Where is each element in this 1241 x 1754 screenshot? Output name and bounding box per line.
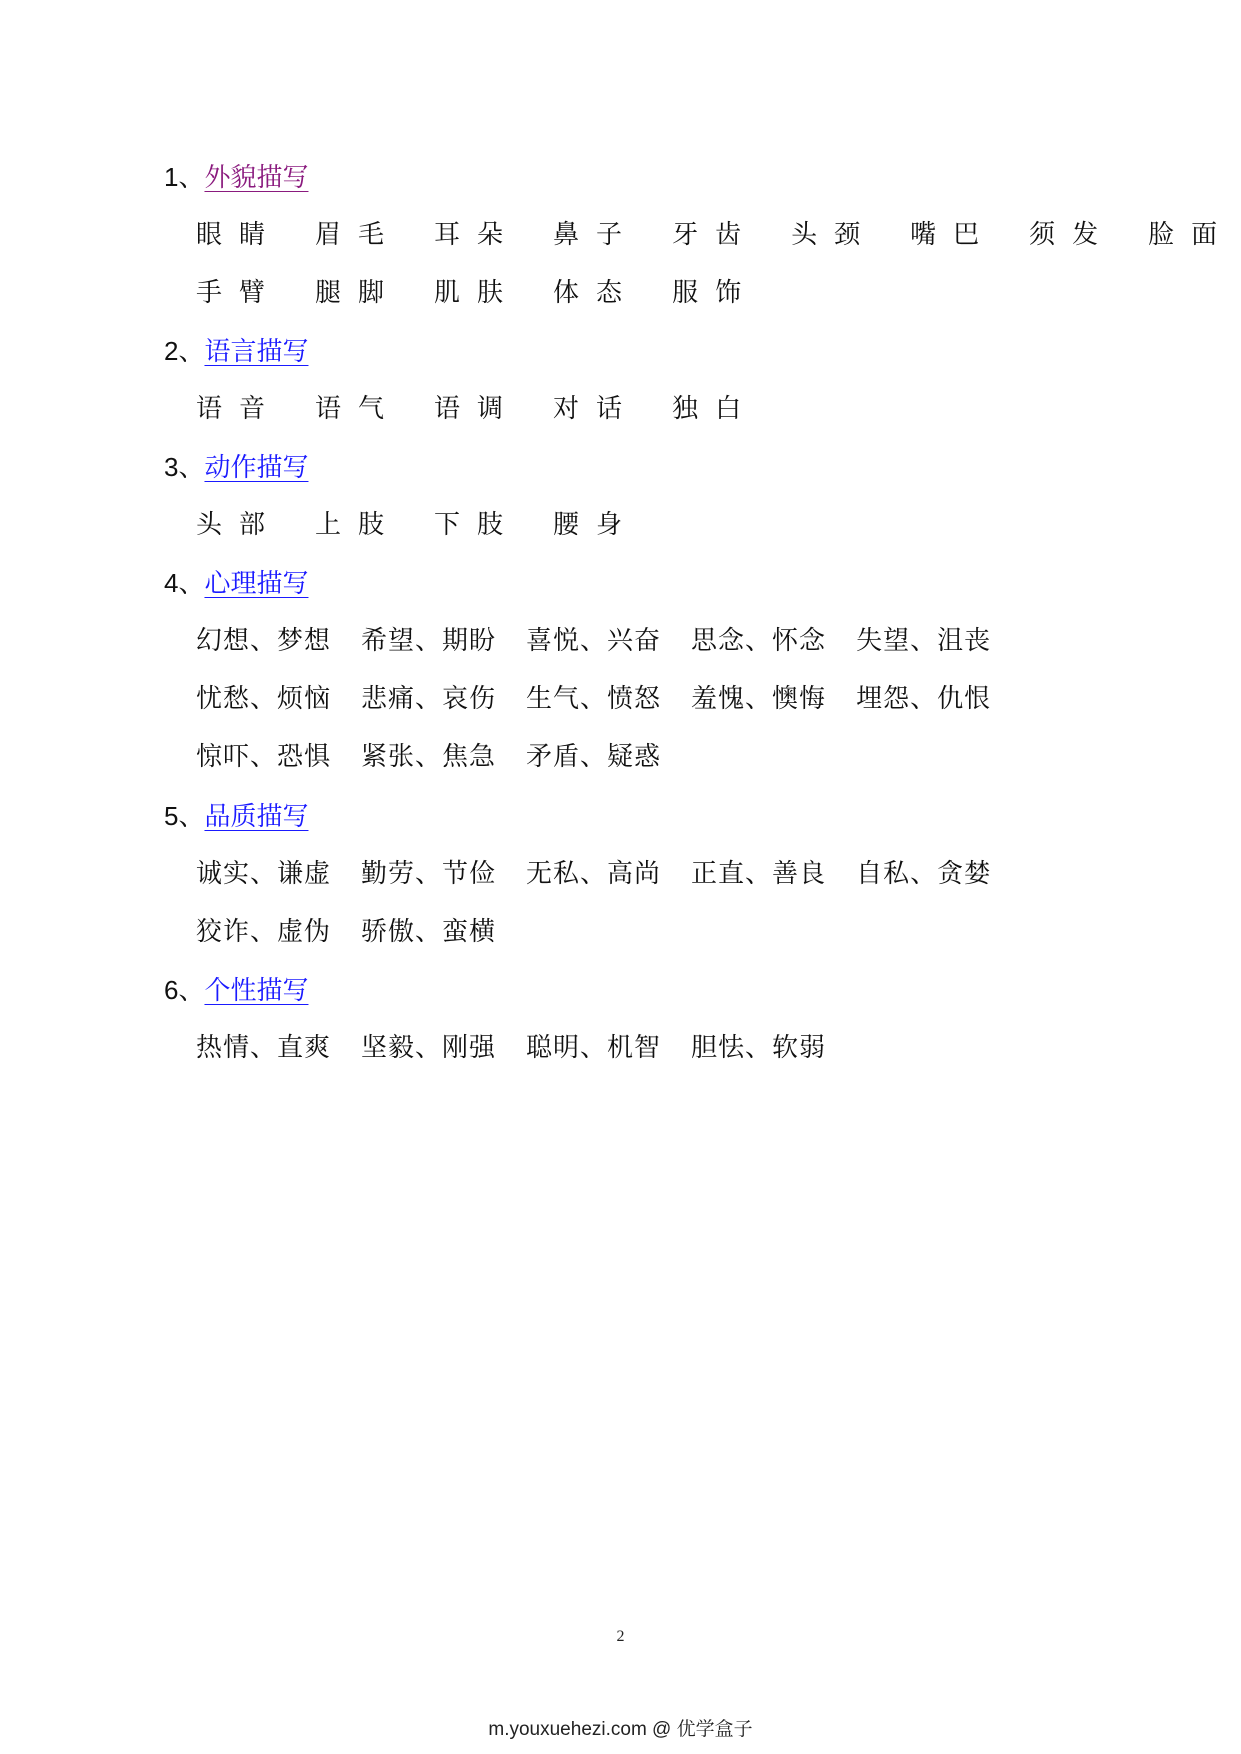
- word-item: 对话: [553, 394, 640, 424]
- word-item: 腰身: [553, 510, 640, 540]
- phrase-item: 坚毅、刚强: [361, 1033, 497, 1063]
- word-item: 眼睛: [196, 220, 283, 250]
- phrase-item: 生气、愤怒: [526, 684, 662, 714]
- word-item: 手臂: [196, 278, 283, 308]
- section-number: 5、: [164, 801, 205, 831]
- phrase-item: 喜悦、兴奋: [526, 626, 662, 656]
- word-item: 语调: [434, 394, 521, 424]
- phrase-item: 紧张、焦急: [361, 742, 497, 772]
- section-heading-personality: [164, 970, 308, 1010]
- word-item: 嘴巴: [910, 220, 997, 250]
- word-item: 肌肤: [434, 278, 521, 308]
- word-item: 体态: [553, 278, 640, 308]
- phrase-item: 骄傲、蛮横: [361, 917, 497, 947]
- phrase-item: 希望、期盼: [361, 626, 497, 656]
- word-row: [196, 273, 791, 313]
- section-number: 6、: [164, 975, 205, 1005]
- phrase-row: [196, 737, 691, 777]
- section-link-character[interactable]: 品质描写: [204, 802, 309, 832]
- word-item: 鼻子: [553, 220, 640, 250]
- phrase-row: [196, 1028, 856, 1068]
- word-item: 独白: [672, 394, 759, 424]
- phrase-item: 胆怯、软弱: [691, 1033, 827, 1063]
- word-item: 牙齿: [672, 220, 759, 250]
- phrase-item: 自私、贪婪: [856, 859, 992, 889]
- word-item: 头颈: [791, 220, 878, 250]
- phrase-item: 矛盾、疑惑: [526, 742, 662, 772]
- word-item: 服饰: [672, 278, 759, 308]
- section-link-appearance[interactable]: 外貌描写: [204, 163, 309, 193]
- section-number: 1、: [164, 162, 205, 192]
- section-number: 4、: [164, 568, 205, 598]
- word-row: [196, 215, 1241, 255]
- word-item: 耳朵: [434, 220, 521, 250]
- word-item: 脸面: [1148, 220, 1235, 250]
- section-link-speech[interactable]: 语言描写: [204, 337, 309, 367]
- word-item: 语音: [196, 394, 283, 424]
- section-heading-character: [164, 796, 308, 836]
- section-heading-speech: [164, 331, 308, 371]
- word-row: [196, 389, 791, 429]
- phrase-item: 无私、高尚: [526, 859, 662, 889]
- phrase-row: [196, 621, 1021, 661]
- phrase-row: [196, 854, 1021, 894]
- phrase-item: 埋怨、仇恨: [856, 684, 992, 714]
- phrase-row: [196, 912, 526, 952]
- word-item: 腿脚: [315, 278, 402, 308]
- phrase-item: 忧愁、烦恼: [196, 684, 332, 714]
- phrase-item: 诚实、谦虚: [196, 859, 332, 889]
- section-number: 3、: [164, 452, 205, 482]
- word-item: 下肢: [434, 510, 521, 540]
- phrase-item: 聪明、机智: [526, 1033, 662, 1063]
- word-item: 头部: [196, 510, 283, 540]
- phrase-item: 狡诈、虚伪: [196, 917, 332, 947]
- section-number: 2、: [164, 336, 205, 366]
- phrase-item: 勤劳、节俭: [361, 859, 497, 889]
- word-item: 语气: [315, 394, 402, 424]
- phrase-item: 惊吓、恐惧: [196, 742, 332, 772]
- phrase-item: 正直、善良: [691, 859, 827, 889]
- section-link-action[interactable]: 动作描写: [204, 453, 309, 483]
- section-heading-appearance: [164, 157, 308, 197]
- phrase-item: 失望、沮丧: [856, 626, 992, 656]
- section-link-psychology[interactable]: 心理描写: [204, 569, 309, 599]
- word-item: 上肢: [315, 510, 402, 540]
- section-heading-action: [164, 447, 308, 487]
- word-row: [196, 505, 672, 545]
- phrase-item: 思念、怀念: [691, 626, 827, 656]
- phrase-item: 羞愧、懊悔: [691, 684, 827, 714]
- page-number: 2: [616, 1628, 625, 1645]
- phrase-item: 幻想、梦想: [196, 626, 332, 656]
- phrase-row: [196, 679, 1021, 719]
- word-item: 须发: [1029, 220, 1116, 250]
- section-heading-psychology: [164, 563, 308, 603]
- phrase-item: 悲痛、哀伤: [361, 684, 497, 714]
- phrase-item: 热情、直爽: [196, 1033, 332, 1063]
- footer-source: m.youxuehezi.com @ 优学盒子: [488, 1719, 753, 1740]
- word-item: 眉毛: [315, 220, 402, 250]
- section-link-personality[interactable]: 个性描写: [204, 976, 309, 1006]
